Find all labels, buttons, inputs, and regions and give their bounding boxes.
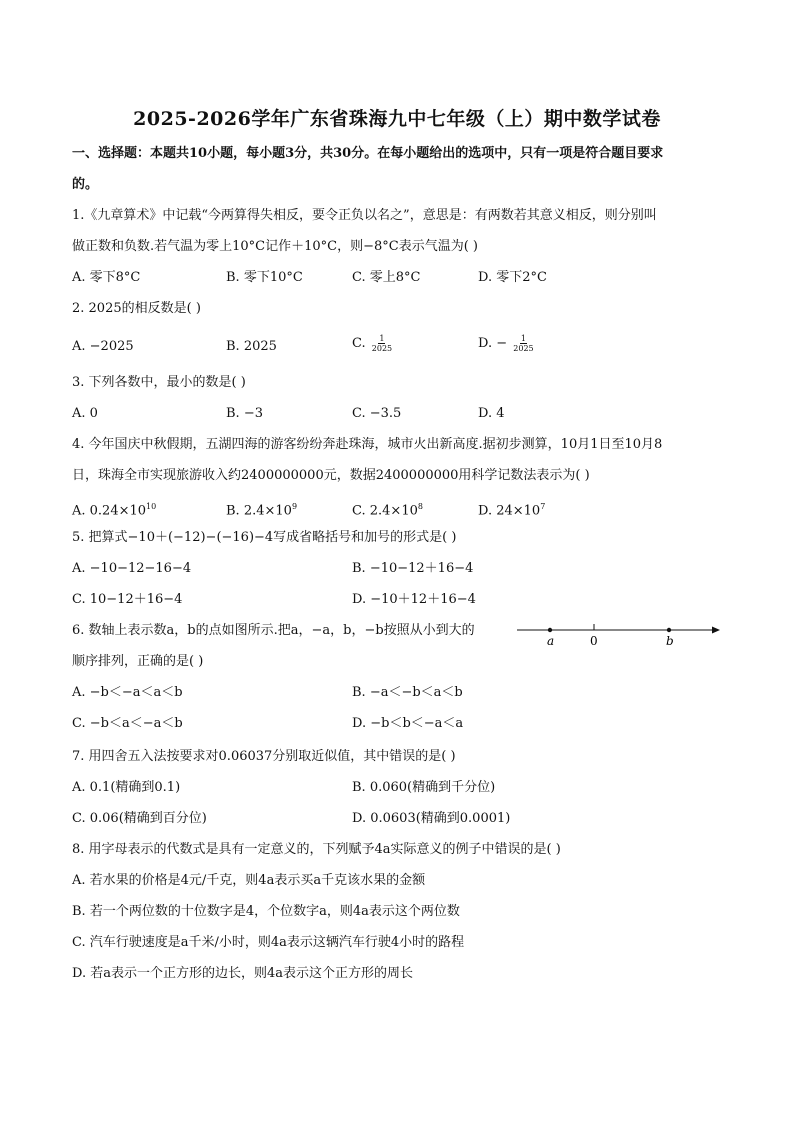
q5-option-c: C. 10−12＋16−4 <box>72 592 183 607</box>
q4-stem-line1: 4. 今年国庆中秋假期，五湖四海的游客纷纷奔赴珠海，城市火出新高度.据初步测算，10月1日至10月8 <box>72 437 663 452</box>
q2-stem: 2. 2025的相反数是( ) <box>72 301 201 316</box>
q4-option-a-exponent: 10 <box>146 502 157 511</box>
q5-option-b: B. −10−12＋16−4 <box>352 561 474 576</box>
q8-stem: 8. 用字母表示的代数式是具有一定意义的，下列赋予4a实际意义的例子中错误的是( ) <box>72 842 561 857</box>
q4-option-d-base: D. 24×10 <box>478 503 541 519</box>
q3-option-a: A. 0 <box>72 406 98 421</box>
q1-stem-line2: 做正数和负数.若气温为零上10°C记作＋10°C，则−8°C表示气温为( ) <box>72 239 478 254</box>
q6-option-b: B. −a＜−b＜a＜b <box>352 685 463 700</box>
q4-option-c-exponent: 8 <box>417 502 423 511</box>
q1-option-b: B. 零下10°C <box>226 270 303 285</box>
q8-option-c: C. 汽车行驶速度是a千米/小时，则4a表示这辆汽车行驶4小时的路程 <box>72 935 465 950</box>
section-instructions-line1: 一、选择题：本题共10小题，每小题3分，共30分。在每小题给出的选项中，只有一项是符合题目要求 <box>72 146 664 161</box>
q7-option-b: B. 0.060(精确到千分位) <box>352 780 496 795</box>
q1-option-a: A. 零下8°C <box>72 270 141 285</box>
q8-option-b: B. 若一个两位数的十位数字是4，个位数字a，则4a表示这个两位数 <box>72 904 460 919</box>
q7-option-c: C. 0.06(精确到百分位) <box>72 811 207 826</box>
q2-option-b: B. 2025 <box>226 339 277 354</box>
label-b: b <box>666 634 674 648</box>
q3-option-b: B. −3 <box>226 406 263 421</box>
fraction-numerator: 1 <box>520 334 526 343</box>
q5-option-a: A. −10−12−16−4 <box>72 561 192 576</box>
q3-option-d: D. 4 <box>478 406 505 421</box>
q7-stem: 7. 用四舍五入法按要求对0.06037分别取近似值，其中错误的是( ) <box>72 749 456 764</box>
number-line-figure <box>517 618 727 652</box>
q4-option-c <box>352 498 423 520</box>
q2-option-c <box>352 334 392 353</box>
q6-option-c: C. −b＜a＜−a＜b <box>72 716 183 731</box>
q6-option-d: D. −b＜b＜−a＜a <box>352 716 464 731</box>
point-a <box>548 628 552 632</box>
q4-stem-line2: 日，珠海全市实现旅游收入约2400000000元，数据2400000000用科学记数法表示为( ) <box>72 468 590 483</box>
fraction-denominator: 2025 <box>371 344 393 353</box>
q8-option-d: D. 若a表示一个正方形的边长，则4a表示这个正方形的周长 <box>72 966 413 981</box>
label-a: a <box>547 634 555 648</box>
q8-option-a: A. 若水果的价格是4元/千克，则4a表示买a千克该水果的金额 <box>72 873 426 888</box>
q5-option-d: D. −10＋12＋16−4 <box>352 592 476 607</box>
q2-option-c-fraction <box>372 334 392 353</box>
q7-option-d: D. 0.0603(精确到0.0001) <box>352 811 511 826</box>
q4-option-b-exponent: 9 <box>291 502 298 511</box>
q4-option-d <box>478 498 545 520</box>
q1-stem-line1: 1.《九章算术》中记载“今两算得失相反，要令正负以名之”，意思是：有两数若其意义相反，则分别叫 <box>72 208 657 223</box>
q4-option-a-base: A. 0.24×10 <box>72 503 147 519</box>
q6-stem-line1: 6. 数轴上表示数a，b的点如图所示.把a，−a，b，−b按照从小到大的 <box>72 623 475 638</box>
q2-option-d-label: D. − <box>478 336 508 351</box>
label-zero: 0 <box>590 634 598 648</box>
q4-option-d-exponent: 7 <box>540 502 546 511</box>
q1-option-c: C. 零上8°C <box>352 270 421 285</box>
q3-stem: 3. 下列各数中，最小的数是( ) <box>72 375 246 390</box>
q2-option-c-label: C. <box>352 336 366 351</box>
point-b <box>667 628 671 632</box>
q6-stem-line2: 顺序排列，正确的是( ) <box>72 654 204 669</box>
q4-option-c-base: C. 2.4×10 <box>352 503 418 519</box>
q4-option-a <box>72 498 156 520</box>
q7-option-a: A. 0.1(精确到0.1) <box>72 780 181 795</box>
q4-option-b <box>226 498 297 520</box>
q1-option-d: D. 零下2°C <box>478 270 547 285</box>
q2-option-d-fraction <box>513 334 533 353</box>
q5-stem: 5. 把算式−10＋(−12)−(−16)−4写成省略括号和加号的形式是( ) <box>72 530 457 545</box>
fraction-denominator: 2025 <box>513 344 534 353</box>
section-instructions-line2: 的。 <box>72 177 99 192</box>
q2-option-a: A. −2025 <box>72 339 134 354</box>
q6-option-a: A. −b＜−a＜a＜b <box>72 685 183 700</box>
q3-option-c: C. −3.5 <box>352 406 402 421</box>
fraction-numerator: 1 <box>379 334 385 343</box>
q2-option-d <box>478 334 534 353</box>
exam-title: 2025-2026学年广东省珠海九中七年级（上）期中数学试卷 <box>133 108 661 130</box>
arrow-icon <box>712 627 720 634</box>
q4-option-b-base: B. 2.4×10 <box>226 503 292 519</box>
